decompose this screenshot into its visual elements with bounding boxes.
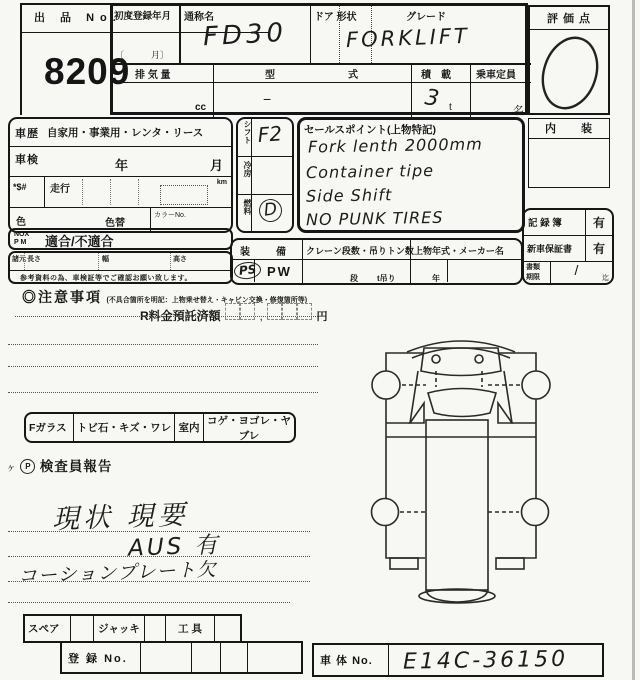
- history-label: 車歴: [15, 127, 39, 140]
- dim-width-label: 幅: [102, 256, 109, 263]
- exhibit-number: 8209: [44, 51, 131, 92]
- history-value: 自家用・事業用・レンタ・リース: [47, 127, 204, 139]
- body-maker-label: 上物年式・メーカー名: [414, 246, 504, 256]
- glass-box: [24, 412, 296, 443]
- record-book-label: 記 録 簿: [528, 218, 562, 229]
- warranty-value: 有: [585, 236, 612, 261]
- recycle-fee-row: [140, 303, 328, 325]
- body-year: 年: [432, 274, 440, 283]
- sales-point-line1: Fork lenth 2000mm: [307, 134, 483, 157]
- nox-value: 適合/不適合: [45, 234, 114, 249]
- fglass-label: Fガラス: [29, 422, 67, 434]
- equipment-box: [230, 238, 523, 285]
- ac-value: [252, 157, 292, 194]
- name-label: 通称名: [184, 12, 214, 23]
- shift-label: シフト: [238, 119, 252, 156]
- shift-value: F2: [256, 121, 283, 147]
- ac-label: 冷房: [238, 157, 252, 194]
- door-shape-label: ドア 形状: [314, 12, 357, 23]
- notes-line: [8, 366, 318, 367]
- nox-box: [8, 228, 233, 250]
- sales-point-line3: Side Shift: [305, 185, 393, 206]
- color-change-label: 色替: [105, 218, 125, 229]
- score-box: [528, 5, 610, 115]
- vehicle-top-view-diagram: [352, 325, 570, 625]
- fuel-label: 燃料: [238, 195, 252, 232]
- documents-box: [522, 208, 614, 285]
- spare-box: [23, 614, 242, 643]
- chassis-box: [312, 643, 604, 677]
- drivetrain-box: [236, 117, 294, 233]
- doc-expiry-value: /: [574, 262, 579, 278]
- recycle-comma: ,: [259, 311, 263, 323]
- score-label: 評 価 点: [546, 13, 592, 25]
- sales-point-box: [297, 117, 525, 233]
- tool-label: 工 具: [178, 623, 202, 635]
- notes-line: [8, 392, 318, 393]
- first-reg-label: 初度登録年月: [114, 11, 172, 22]
- registration-label: 登 録 No.: [68, 652, 128, 665]
- type-label: 式: [348, 70, 358, 81]
- first-reg-cell: [113, 6, 181, 63]
- spare-label: スペア: [28, 623, 60, 635]
- color-no-label: カラーNo.: [154, 212, 186, 219]
- inspector-line: [8, 531, 310, 532]
- inspector-hw-line2: AUS 有: [127, 532, 221, 562]
- crane-ton: t吊り: [377, 274, 396, 283]
- sales-point-line4: NO PUNK TIRES: [305, 207, 444, 230]
- inspection-month: 月: [210, 158, 225, 173]
- nox-label2: P M: [14, 239, 27, 246]
- dim-note: 参考資料の為、車検証等でご確認お願い致します。: [20, 275, 192, 282]
- cab-marker-left: [432, 355, 440, 363]
- inspector-line: [8, 556, 310, 557]
- equipment-ps: PS: [233, 261, 262, 281]
- door-dotted-divider: [339, 6, 340, 63]
- sales-point-line2: Container tipe: [305, 160, 435, 183]
- dim-length-label: 長さ: [27, 256, 41, 263]
- wheel-front-left: [372, 371, 400, 399]
- grade-cell: [311, 6, 528, 63]
- notes-label: ◎注意事項: [22, 289, 102, 305]
- grade-value: FORKLIFT: [345, 23, 471, 53]
- equipment-pw: PW: [267, 264, 292, 279]
- first-reg-sub: 〔 月〕: [115, 50, 170, 60]
- notes-sublabel: (不具合箇所を明記：上物乗せ替え・キャビン交換・修復箇所等): [106, 297, 308, 304]
- crane-dan: 段: [350, 274, 358, 283]
- wheel-front-right: [522, 371, 550, 399]
- inspector-hw-line1: 現状 現要: [51, 499, 190, 536]
- model-value: −: [263, 91, 272, 107]
- inspector-label: 検査員報告: [39, 459, 113, 474]
- exhibit-no-label: 出 品 No.: [34, 12, 122, 24]
- cab-marker-right: [475, 355, 483, 363]
- mileage-unit: km: [216, 179, 227, 186]
- mudflap-right: [496, 558, 524, 569]
- interior-label: 内 装: [545, 123, 593, 135]
- doc-expiry-label2: 期限: [526, 274, 540, 281]
- grade-label: グレード: [406, 12, 446, 23]
- wheel-rear-right: [522, 499, 549, 526]
- chassis-value: E14C-36150: [402, 646, 569, 675]
- wheel-rear-left: [372, 499, 399, 526]
- color-label: 色: [16, 217, 26, 228]
- chassis-label: 車 体 No.: [320, 655, 373, 667]
- name-cell: [181, 6, 311, 63]
- dim-spec-label: 諸元: [12, 256, 26, 263]
- inspection-label: 車検: [15, 154, 39, 166]
- nox-label1: NOX: [14, 231, 30, 238]
- vehicle-info-table: [110, 3, 528, 115]
- inspector-mark: ヶ: [6, 463, 16, 474]
- warranty-label: 新車保証書: [527, 244, 573, 254]
- displacement-label: 排 気 量: [135, 70, 171, 81]
- fglass-value: トビ石・キズ・ワレ: [76, 422, 172, 434]
- load-unit: t: [449, 102, 452, 113]
- room-value: コゲ・ヨゴレ・ヤブレ: [207, 414, 291, 442]
- dimensions-box: [8, 251, 233, 284]
- windshield: [428, 389, 496, 417]
- registration-box: [60, 641, 303, 674]
- inspector-hw-line3: コーションプレート欠: [17, 558, 217, 588]
- mileage-label: 走行: [50, 184, 70, 195]
- mudflap-left: [390, 558, 418, 569]
- notes-line: [15, 316, 318, 317]
- doc-expiry-suffix: 迄: [602, 275, 609, 282]
- recycle-fee-label: R料金預託済額: [140, 309, 221, 323]
- inspector-line: [8, 581, 310, 582]
- capacity-label: 乗車定員: [476, 70, 516, 81]
- cargo-bed: [426, 420, 488, 590]
- load-label: 積 載: [421, 70, 451, 81]
- front-bumper-inner: [412, 348, 510, 358]
- recycle-unit: 円: [316, 311, 328, 323]
- record-book-value: 有: [585, 210, 612, 235]
- capacity-unit: 名: [513, 105, 524, 117]
- scan-edge-line: [632, 0, 635, 680]
- history-box: [8, 117, 233, 233]
- sales-point-label: セールスポイント(上物特記): [304, 124, 437, 136]
- model-label: 型: [265, 70, 275, 81]
- displacement-unit: cc: [195, 102, 207, 113]
- mileage-prefix: *$#: [13, 182, 27, 192]
- inspector-line: [8, 602, 290, 603]
- inspection-year: 年: [115, 158, 130, 173]
- load-value: 3: [423, 85, 441, 112]
- jack-label: ジャッキ: [98, 623, 140, 635]
- doc-expiry-label1: 書類: [526, 264, 540, 271]
- interior-box: [528, 118, 610, 188]
- name-value: FD30: [202, 17, 288, 53]
- notes-line: [8, 344, 318, 345]
- crane-label: クレーン段数・吊りトン数: [306, 246, 414, 256]
- room-label: 室内: [178, 422, 200, 434]
- score-oval: [531, 29, 609, 115]
- inspector-header: [6, 455, 112, 476]
- rear-body-curve: [426, 590, 488, 602]
- dim-height-label: 高さ: [173, 256, 187, 263]
- inspector-badge-icon: P: [20, 459, 35, 474]
- equipment-label: 装 備: [240, 247, 294, 258]
- fuel-value: D: [258, 198, 283, 223]
